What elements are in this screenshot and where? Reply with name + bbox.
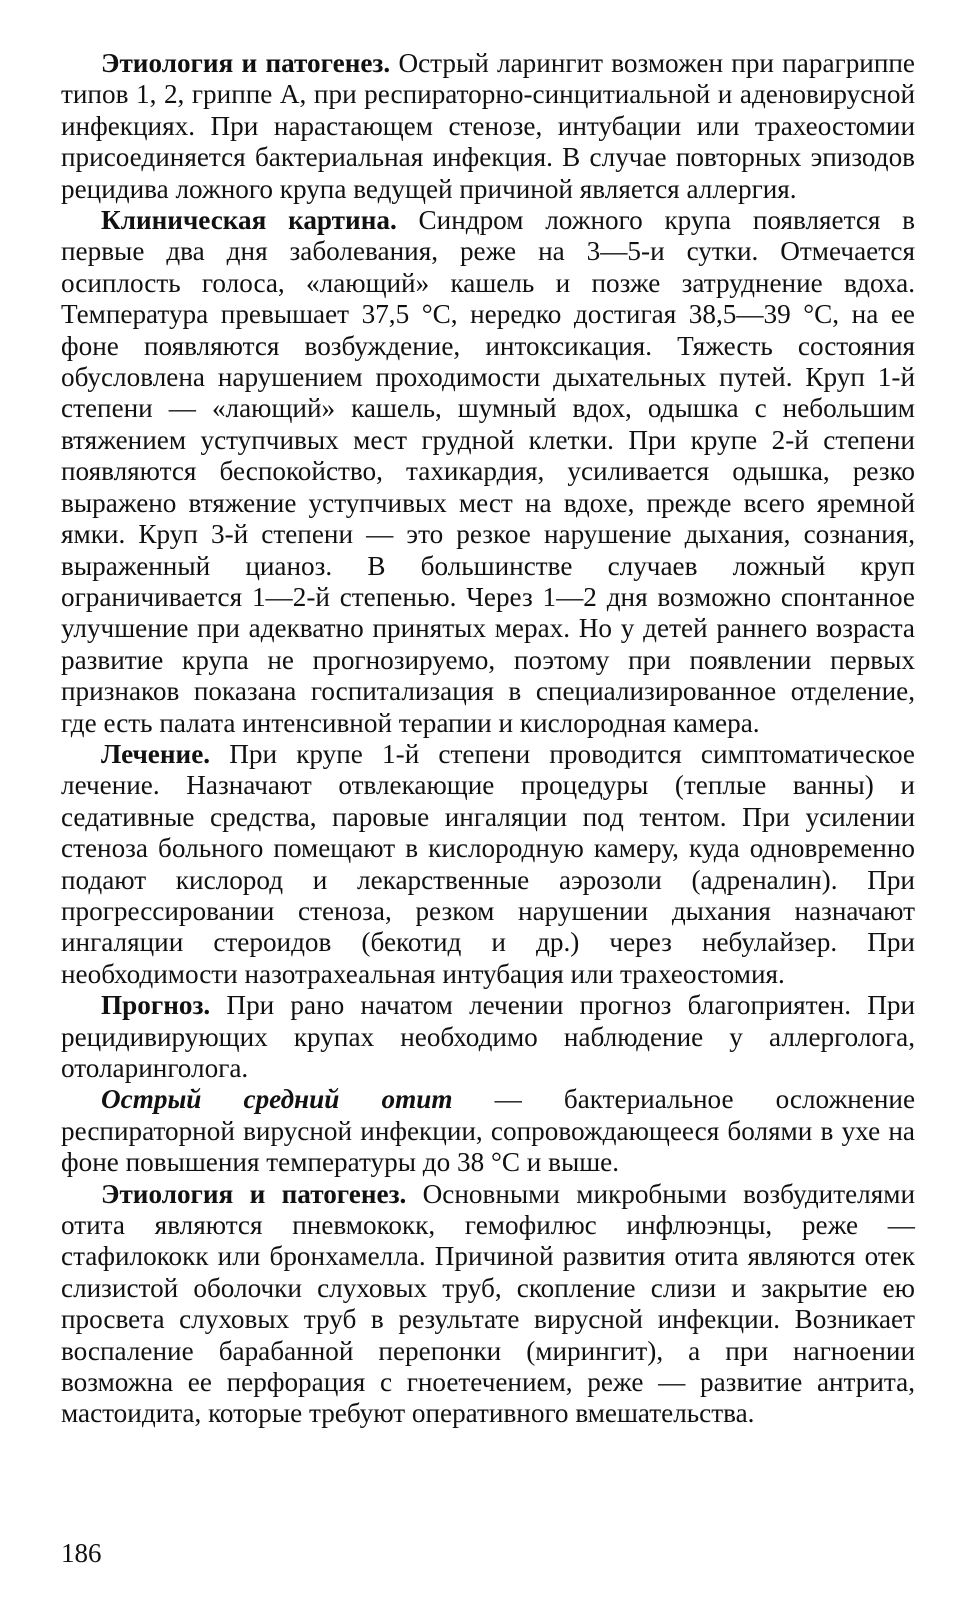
paragraph-text: При крупе 1-й степени проводится симптоматическое лечение. Назначают отвлекающие процедуры (теплые ванны) и седативные средства, паровые ингаляции под тентом. При усилении стеноза больного помещают в кислородную камеру, куда одновременно подают кислород и лекарственные аэрозоли (адреналин). При прогрессировании стеноза, резком нарушении дыхания назначают ингаляции стероидов (бекотид и др.) через небулайзер. При необходимости назотрахеальная интубация или трахеостомия. — [61, 738, 915, 989]
paragraph-otitis-definition — [61, 1084, 915, 1178]
paragraph-heading: Клиническая картина. — [101, 205, 397, 236]
paragraph-treatment — [61, 739, 915, 990]
paragraph-text: Синдром ложного крупа появляется в первые два дня заболевания, реже на 3—5-и сутки. Отмечается осиплость голоса, «лающий» кашель и позже затруднение вдоха. Температура превышает 37,5 °С, нередко достигая 38,5—39 °С, на ее фоне появляются возбуждение, интоксикация. Тяжесть состояния обусловлена нарушением проходимости дыхательных путей. Круп 1-й степени — «лающий» кашель, шумный вдох, одышка с небольшим втяжением уступчивых мест грудной клетки. При крупе 2-й степени появляются беспокойство, тахикардия, усиливается одышка, резко выражено втяжение уступчивых мест на вдохе, прежде всего яремной ямки. Круп 3-й степени — это резкое нарушение дыхания, сознания, выраженный цианоз. В большинстве случаев ложный круп ограничивается 1—2-й степенью. Через 1—2 дня возможно спонтанное улучшение при адекватно принятых мерах. Но у детей раннего возраста развитие крупа не прогнозируемо, поэтому при появлении первых признаков показана госпитализация в специализированное отделение, где есть палата интенсивной терапии и кислородная камера. — [61, 205, 915, 738]
paragraph-heading: Этиология и патогенез. — [101, 48, 391, 78]
paragraph-otitis-etiology — [61, 1179, 915, 1430]
paragraph-laryngitis-etiology — [61, 48, 915, 205]
page-number: 186 — [61, 1538, 102, 1568]
paragraph-text: Острый ларингит возможен при парагриппе типов 1, 2, гриппе А, при респираторно-синцитиальной и аденовирусной инфекциях. При нарастающем стенозе, интубации или трахеостомии присоединяется бактериальная инфекция. В случае повторных эпизодов рецидива ложного крупа ведущей причиной является аллергия. — [61, 48, 916, 204]
paragraph-heading: Прогноз. — [101, 990, 211, 1021]
paragraph-prognosis — [61, 990, 915, 1084]
page-body — [61, 48, 915, 1430]
paragraph-heading: Лечение. — [101, 738, 211, 769]
paragraph-clinical-picture — [61, 205, 915, 739]
paragraph-text: При рано начатом лечении прогноз благоприятен. При рецидивирующих крупах необходимо наблюдение у аллерголога, отоларинголога. — [61, 990, 915, 1083]
paragraph-heading: Этиология и патогенез. — [101, 1178, 407, 1209]
paragraph-term: Острый средний отит — [101, 1084, 453, 1115]
paragraph-text: Основными микробными возбудителями отита являются пневмококк, гемофилюс инфлюэнцы, реже — стафилококк или бронхамелла. Причиной развития отита являются отек слизистой оболочки слуховых труб, скопление слизи и закрытие ею просвета слуховых труб в результате вирусной инфекции. Возникает воспаление барабанной перепонки (мирингит), а при нагноении возможна ее перфорация с гноетечением, реже — развитие антрита, мастоидита, которые требуют оперативного вмешательства. — [61, 1178, 915, 1429]
paragraph-text: — бактериальное осложнение респираторной вирусной инфекции, сопровождающееся болями в ухе на фоне повышения температуры до 38 °С и выше. — [61, 1084, 916, 1178]
